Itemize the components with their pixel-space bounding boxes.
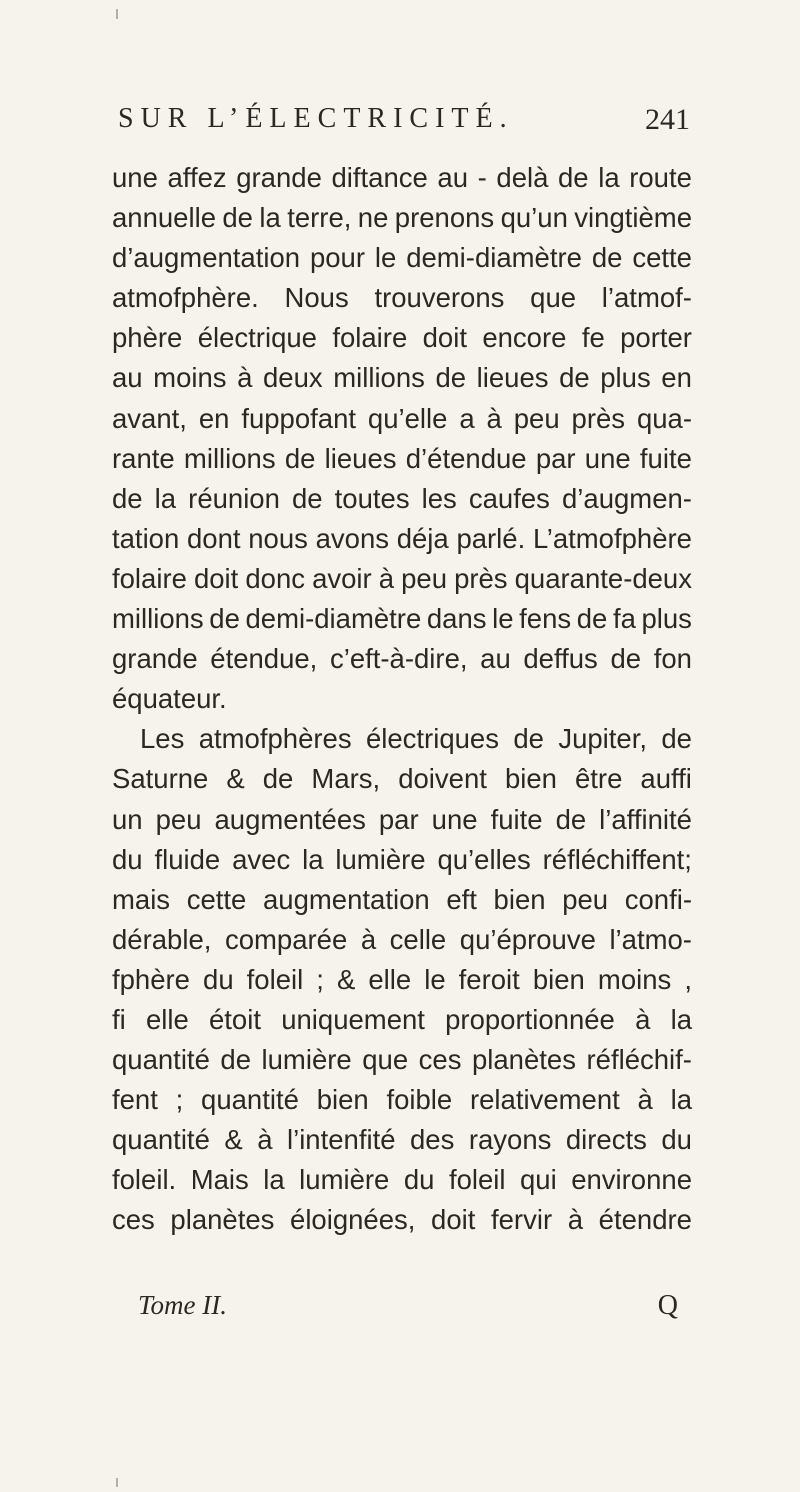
word: qu’éprouve [459, 923, 596, 955]
text-line [112, 1160, 692, 1200]
word: grande [112, 643, 198, 675]
word: étendre [598, 1204, 692, 1236]
word: vingtième [574, 202, 692, 234]
word: de [220, 1044, 251, 1076]
word: foible [386, 1084, 453, 1116]
text-line [112, 920, 692, 960]
word: Les [140, 723, 185, 755]
word: dans [426, 603, 487, 635]
word: près [454, 562, 508, 594]
word: fens [519, 603, 572, 635]
word: ; [175, 1084, 184, 1116]
word: en [661, 362, 692, 394]
word: peu [401, 562, 447, 594]
word: fervir [491, 1204, 553, 1236]
word: de [435, 362, 467, 394]
word: lieues [324, 442, 397, 474]
word: bien [532, 963, 585, 995]
word: rante [112, 442, 175, 474]
text-line [112, 880, 692, 920]
word: millions [333, 362, 425, 394]
word: par [535, 442, 576, 474]
word: de [513, 723, 544, 755]
word: plus [641, 603, 692, 635]
page-number: 241 [645, 103, 690, 136]
word: route [629, 162, 692, 193]
word: atmofphère. [112, 282, 259, 314]
word: phère [112, 322, 183, 354]
word: rayons [468, 1124, 552, 1156]
text-line [112, 358, 692, 398]
word: à [237, 362, 253, 394]
word: c’eft-à-dire, [329, 643, 468, 675]
word: Mais [190, 1164, 249, 1196]
word: proportionnée [445, 1003, 615, 1035]
word: fent [112, 1084, 158, 1116]
text-line [112, 399, 692, 439]
text-line: équateur. [112, 683, 227, 715]
word: augmentation [263, 883, 430, 915]
word: mais [112, 883, 171, 915]
word: doit [431, 1204, 476, 1236]
word: bien [493, 883, 546, 915]
word: la [263, 1164, 285, 1196]
word: au [437, 162, 469, 193]
word: & [224, 1124, 243, 1156]
word: elle [368, 963, 412, 995]
word: à [378, 562, 395, 594]
text-line [112, 559, 692, 599]
word: nous [248, 522, 308, 554]
word: Jupiter, [558, 723, 647, 755]
word: avec [232, 843, 291, 875]
word: feroit [458, 963, 520, 995]
body-text [112, 158, 692, 1241]
word: de [610, 643, 642, 675]
word: lumière [261, 1044, 352, 1076]
word: de [112, 482, 143, 514]
word: à [635, 1003, 651, 1035]
word: parlé. [456, 522, 526, 554]
text-line [112, 439, 692, 479]
word: du [112, 843, 143, 875]
word: être [574, 763, 623, 795]
word: qu’elles [437, 843, 531, 875]
word: de [558, 162, 589, 193]
word: demi-diamètre [245, 603, 422, 635]
word: qui [520, 1164, 557, 1196]
word: foleil [448, 1164, 506, 1196]
word: terre, [287, 202, 352, 234]
text-line [112, 158, 692, 198]
word: des [410, 1124, 455, 1156]
word: uniquement [281, 1003, 425, 1035]
word: qu’un [500, 202, 568, 234]
signature-letter: Q [657, 1290, 678, 1321]
text-line [112, 198, 692, 238]
word: électriques [365, 723, 499, 755]
word: cette [632, 242, 692, 274]
word: par [378, 803, 419, 835]
word: - [477, 162, 487, 193]
word: porter [620, 322, 692, 354]
word: demi-diamètre [406, 242, 582, 274]
word: fuite [490, 803, 543, 835]
word: fuite [639, 442, 692, 474]
word: fon [653, 643, 692, 675]
word: avoir [312, 562, 372, 594]
ink-speck [116, 9, 118, 19]
word: planètes [170, 1204, 275, 1236]
word: éloignées, [290, 1204, 416, 1236]
word: relativement [469, 1084, 620, 1116]
word: quantité [201, 1084, 299, 1116]
word: réunion [188, 482, 280, 514]
word: atmofphères [198, 723, 352, 755]
text-line [112, 639, 692, 679]
signature-mark: Tome II. [138, 1290, 228, 1320]
word: fi [112, 1003, 126, 1035]
word: ces [418, 1044, 462, 1076]
word: celle [389, 923, 447, 955]
word: caufes [468, 482, 550, 514]
word: & [226, 763, 245, 795]
word: la [259, 202, 281, 234]
word: du [403, 1164, 435, 1196]
text-line [112, 1200, 692, 1240]
word: une [584, 442, 631, 474]
word: environne [571, 1164, 692, 1196]
word: bien [316, 1084, 369, 1116]
running-title: SUR L’ÉLECTRICITÉ. [118, 103, 514, 134]
word: moins [597, 963, 672, 995]
word: doivent [398, 763, 487, 795]
word: toutes [334, 482, 410, 514]
word: qua- [636, 402, 692, 434]
word: à [360, 923, 377, 955]
word: moins [153, 362, 227, 394]
word: la [302, 843, 324, 875]
word: avons [315, 522, 389, 554]
word: que [362, 1044, 409, 1076]
text-line [112, 800, 692, 840]
text-line [112, 479, 692, 519]
word: de [661, 723, 692, 755]
word: l’atmo- [609, 923, 692, 955]
word: peu [513, 402, 560, 434]
ink-speck [116, 1478, 118, 1487]
word: l’affinité [599, 803, 692, 835]
word: dont [187, 522, 241, 554]
word: l’atmof- [601, 282, 692, 314]
word: de [291, 482, 323, 514]
word: de [555, 803, 587, 835]
word: une [112, 162, 158, 193]
text-line [112, 519, 692, 559]
word: lumière [335, 843, 426, 875]
word: bien [504, 763, 557, 795]
word: tation [112, 522, 180, 554]
word: peu [155, 803, 202, 835]
word: quantité [112, 1044, 210, 1076]
word: lumière [299, 1164, 390, 1196]
word: une [431, 803, 478, 835]
text-line [112, 840, 692, 880]
word: de [284, 442, 316, 474]
page-footer [138, 1290, 678, 1334]
word: deux [262, 362, 323, 394]
word: confi- [624, 883, 692, 915]
text-line [112, 759, 692, 799]
word: l’intenfité [286, 1124, 396, 1156]
word: de [209, 603, 240, 635]
word: directs [565, 1124, 647, 1156]
word: trouverons [374, 282, 505, 314]
word: Mars, [311, 763, 381, 795]
word: la [670, 1003, 692, 1035]
word: folaire [112, 562, 187, 594]
word: fuppofant [241, 402, 357, 434]
word: réfléchiffent; [542, 843, 692, 875]
word: eft [446, 883, 477, 915]
word: ne [357, 202, 389, 234]
text-line [112, 278, 692, 318]
word: à [637, 1084, 653, 1116]
word: prenons [394, 202, 495, 234]
word: doit [193, 562, 239, 594]
word: de [559, 362, 590, 394]
text-line [112, 1080, 692, 1120]
word: annuelle [112, 202, 216, 234]
word: cette [186, 883, 247, 915]
word: elle [145, 1003, 189, 1035]
word: étoit [209, 1003, 261, 1035]
word: foleil [246, 963, 304, 995]
word: réfléchif- [586, 1044, 692, 1076]
word: qu’elle [367, 402, 448, 434]
word: Saturne [112, 763, 209, 795]
word: , [684, 963, 692, 995]
word: la [598, 162, 620, 193]
word: la [670, 1084, 692, 1116]
word: de [262, 763, 294, 795]
word: avant, [112, 402, 187, 434]
word: millions [112, 603, 204, 635]
word: électrique [197, 322, 317, 354]
word: le [374, 242, 397, 274]
word: près [571, 402, 626, 434]
running-head [118, 103, 690, 147]
word: ces [112, 1204, 155, 1236]
word: à [257, 1124, 273, 1156]
word: affez [167, 162, 227, 193]
text-line [112, 1120, 692, 1160]
word: à [486, 402, 502, 434]
word: augmentées [214, 803, 366, 835]
word: diftance [331, 162, 428, 193]
word: d’augmen- [562, 482, 692, 514]
word: de [576, 603, 608, 635]
word: le [492, 603, 514, 635]
text-line [112, 318, 692, 358]
word: encore [482, 322, 567, 354]
word: comparée [224, 923, 348, 955]
word: dérable, [112, 923, 212, 955]
word: pour [309, 242, 365, 274]
word: d’augmentation [112, 242, 301, 274]
word: plus [600, 362, 651, 394]
word: au [480, 643, 511, 675]
word: au [112, 362, 143, 394]
text-line [112, 719, 692, 759]
word: auffi [640, 763, 692, 795]
word: quarante-deux [514, 562, 692, 594]
word: fphère [112, 963, 190, 995]
word: de [591, 242, 623, 274]
word: Nous [284, 282, 349, 314]
text-line [112, 599, 692, 639]
word: fa [612, 603, 636, 635]
text-line [112, 1000, 692, 1040]
text-line [112, 960, 692, 1000]
word: la [154, 482, 177, 514]
word: un [112, 803, 143, 835]
word: peu [562, 883, 609, 915]
word: grande [236, 162, 322, 193]
word: foleil. [112, 1164, 177, 1196]
word: delà [496, 162, 549, 193]
word: folaire [332, 322, 408, 354]
text-line [112, 1040, 692, 1080]
word: en [198, 402, 230, 434]
word: déja [396, 522, 449, 554]
word: fe [581, 322, 605, 354]
word: millions [183, 442, 276, 474]
word: de [222, 202, 253, 234]
word: L’atmofphère [532, 522, 692, 554]
word: planètes [471, 1044, 576, 1076]
word: a [459, 402, 475, 434]
word: donc [245, 562, 306, 594]
word: du [661, 1124, 692, 1156]
word: deffus [523, 643, 598, 675]
word: que [530, 282, 577, 314]
word: lieues [476, 362, 549, 394]
word: ; [316, 963, 324, 995]
word: le [424, 963, 446, 995]
word: & [336, 963, 356, 995]
word: à [567, 1204, 584, 1236]
word: du [203, 963, 234, 995]
word: les [421, 482, 457, 514]
word: fluide [154, 843, 221, 875]
word: étendue, [210, 643, 318, 675]
word: quantité [112, 1124, 210, 1156]
word: doit [422, 322, 467, 354]
word: d’étendue [405, 442, 527, 474]
text-line [112, 238, 692, 278]
